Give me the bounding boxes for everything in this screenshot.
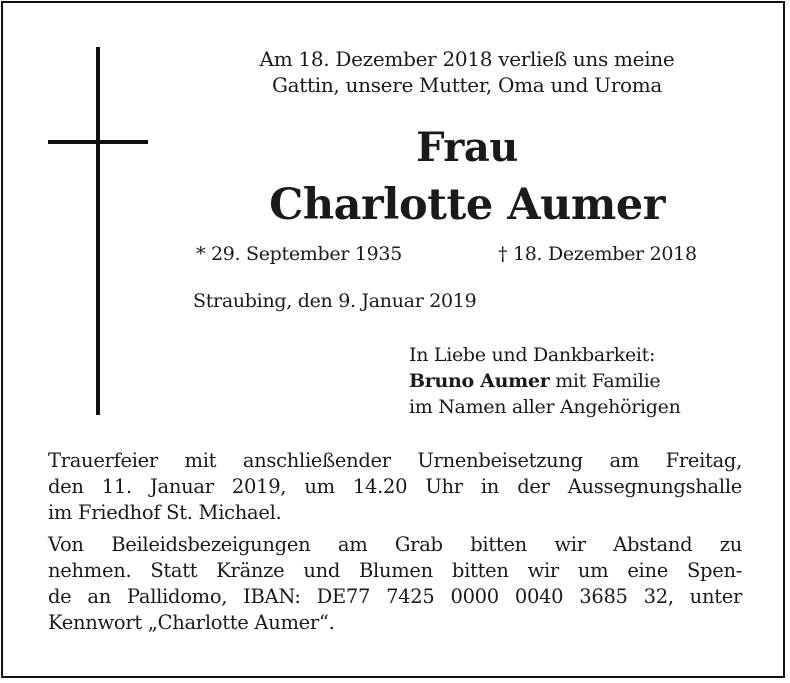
death-date: † 18. Dezember 2018 bbox=[498, 243, 697, 265]
cross-icon-vertical-bar bbox=[96, 47, 100, 415]
signature-family: mit Familie bbox=[549, 370, 661, 392]
birth-date: * 29. September 1935 bbox=[196, 243, 402, 265]
signature-name: Bruno Aumer bbox=[409, 370, 550, 392]
ceremony-paragraph bbox=[48, 448, 742, 526]
signature-greeting: In Liebe und Dankbarkeit: bbox=[409, 344, 656, 366]
signature-relatives: im Namen aller Angehörigen bbox=[409, 396, 681, 418]
donation-paragraph bbox=[48, 532, 742, 636]
donation-line: Von Beileidsbezeigungen am Grab bitten wir Abstand zu bbox=[48, 533, 742, 556]
cross-icon-horizontal-bar bbox=[48, 140, 148, 144]
intro-text bbox=[150, 46, 784, 98]
ceremony-line: Trauerfeier mit anschließender Urnenbeisetzung am Freitag, bbox=[48, 449, 742, 472]
signature-name-line bbox=[409, 368, 681, 394]
place-and-date: Straubing, den 9. Januar 2019 bbox=[193, 290, 477, 312]
deceased-name: Charlotte Aumer bbox=[269, 180, 665, 230]
donation-line: de an Pallidomo, IBAN: DE77 7425 0000 0040 3685 32, unter bbox=[48, 585, 742, 608]
donation-line: nehmen. Statt Kränze und Blumen bitten wir um eine Spen- bbox=[48, 559, 742, 582]
intro-line-2: Gattin, unsere Mutter, Oma und Uroma bbox=[271, 73, 663, 97]
intro-line-1: Am 18. Dezember 2018 verließ uns meine bbox=[259, 47, 675, 71]
name-salutation: Frau bbox=[416, 124, 518, 171]
ceremony-line: den 11. Januar 2019, um 14.20 Uhr in der Aussegnungshalle bbox=[48, 475, 742, 498]
donation-line: Kennwort „Charlotte Aumer“. bbox=[48, 611, 335, 634]
ceremony-line: im Friedhof St. Michael. bbox=[48, 501, 282, 524]
signature-block bbox=[409, 342, 681, 420]
